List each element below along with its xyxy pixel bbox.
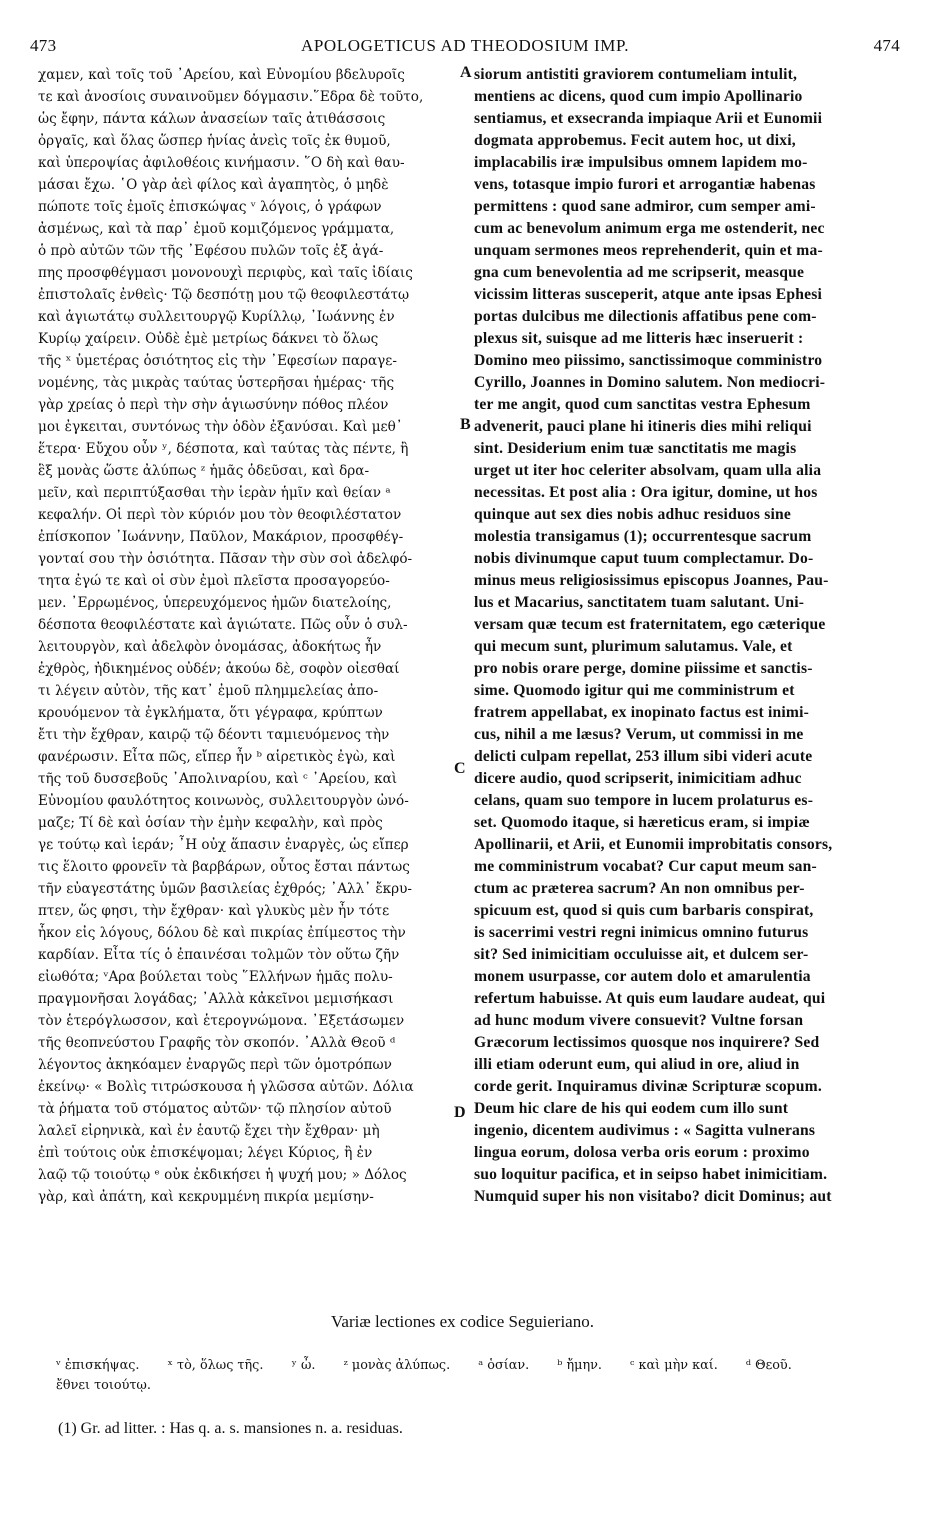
- margin-letter-a: A: [460, 64, 472, 81]
- greek-text-line: πώποτε τοῖς ἐμοῖς ἐπισκώψας ᵛ λόγοις, ὁ γράφων: [38, 199, 382, 215]
- greek-text-line: γε τούτῳ καὶ ἱεράν; ῏Η οὐχ ἅπασιν ἐναργὲς, ὡς εἴπερ: [38, 837, 409, 853]
- greek-text-line: ἧκον εἰς λόγους, δόλου δὲ καὶ πικρίας ἐπίμεστος τὴν: [38, 925, 406, 941]
- latin-text-line: lus et Macarius, sanctitatem tuam salutant. Uni-: [474, 594, 805, 611]
- greek-text-line: γὰρ χρείας ὁ περὶ τὴν σὴν ἁγιωσύνην πόθος πλέον: [38, 397, 389, 413]
- latin-text-line: qui mecum sunt, plurimum salutamus. Vale, et: [474, 638, 793, 655]
- latin-text-line: Domino meo piissimo, sanctissimoque comministro: [474, 352, 823, 369]
- footnote: (1) Gr. ad litter. : Has q. a. s. mansiones n. a. residuas.: [58, 1420, 403, 1437]
- latin-text-line: vens, totasque impio furori et arrogantiæ habenas: [474, 176, 816, 193]
- margin-letter-c: C: [454, 760, 466, 777]
- latin-text-line: vicissim litteras susceperit, atque ante ipsas Ephesi: [474, 286, 823, 303]
- latin-text-line: molestia transigamus (1); occurrentesque sacrum: [474, 528, 812, 545]
- latin-text-line: cus, nihil a me læsus? Verum, ut commissi in me: [474, 726, 804, 743]
- greek-text-line: γὰρ, καὶ ἀπάτη, καὶ κεκρυμμένη πικρία μεμίσην-: [38, 1189, 374, 1205]
- latin-text-line: sentiamus, et exsecranda impiaque Arii et Eunomii: [474, 110, 823, 127]
- variant-note: ˣ τὸ, ὅλως τῆς.: [167, 1358, 264, 1373]
- latin-text-line: ter me angit, quod cum sanctitas vestra Ephesum: [474, 396, 811, 413]
- latin-text-line: celans, quam suo tempore in lucem prolaturus es-: [474, 792, 814, 809]
- latin-text-line: me comministrum vocabat? Cur caput meum san-: [474, 858, 817, 875]
- greek-text-line: τῆς ˣ ὑμετέρας ὁσιότητος εἰς τὴν ᾿Εφεσίων παραγε-: [38, 353, 397, 369]
- variant-row: [56, 1356, 886, 1376]
- variant-note: ʸ ὦ.: [291, 1358, 316, 1373]
- greek-text-line: πης προσφθέγμασι μονονουχὶ περιφὺς, καὶ ταῖς ἰδίαις: [38, 265, 413, 281]
- latin-text-line: monem usurpasse, cor autem dolo et amarulentia: [474, 968, 811, 985]
- margin-letter-d: D: [454, 1104, 466, 1121]
- greek-text-line: πραγμονῆσαι λογάδας; ᾿Αλλὰ κἀκεῖνοι μεμισήκασι: [38, 991, 394, 1007]
- margin-letter-b: B: [460, 416, 471, 433]
- greek-text-line: ἐπίσκοπον ᾿Ιωάννην, Παῦλον, Μακάριον, προσφθέγ-: [38, 529, 404, 545]
- greek-text-line: ἓξ μονὰς ὥστε ἀλύπως ᶻ ἡμᾶς ὁδεῦσαι, καὶ δρα-: [38, 463, 370, 479]
- latin-text-line: sime. Quomodo igitur qui me comministrum et: [474, 682, 795, 699]
- variant-note: ᶜ καὶ μὴν καί.: [630, 1358, 718, 1373]
- greek-text-line: τὰ ῥήματα τοῦ στόματος αὐτῶν· τῷ πλησίον αὐτοῦ: [38, 1101, 392, 1117]
- greek-text-line: τῆν εὐαγεστάτης ὑμῶν βασιλείας ἐχθρός; ᾿Αλλ᾿ ἔκρυ-: [38, 881, 413, 897]
- latin-text-line: ctum ac præterea sacrum? An non omnibus per-: [474, 880, 805, 897]
- latin-text-line: gna cum benevolentia ad me scripserit, measque: [474, 264, 805, 281]
- greek-text-line: ὡς ἔφην, πάντα κάλων ἀνασείων ταῖς ἀτιθάσσοις: [38, 111, 386, 127]
- latin-text-line: cum ac benevolum animum erga me ostenderit, nec: [474, 220, 825, 237]
- latin-text-line: set. Quomodo itaque, si hæreticus eram, si impiæ: [474, 814, 810, 831]
- latin-text-line: fratrem appellabat, ex inopinato factus est inimi-: [474, 704, 809, 721]
- greek-text-line: λαλεῖ εἰρηνικὰ, καὶ ἐν ἑαυτῷ ἔχει τὴν ἔχθραν· μὴ: [38, 1123, 380, 1139]
- greek-text-line: τις ἕλοιτο φρονεῖν τὰ βαρβάρων, οὗτος ἔσται πάντως: [38, 859, 410, 875]
- greek-text-line: τῆς θεοπνεύστου Γραφῆς τὸν σκοπόν. ᾿Αλλὰ Θεοῦ ᵈ: [38, 1035, 396, 1051]
- greek-text-line: τῆς τοῦ δυσσεβοῦς ᾿Απολιναρίου, καὶ ᶜ ᾿Αρείου, καὶ: [38, 771, 398, 787]
- latin-text-line: illi etiam oderunt eum, qui aliud in ore, aliud in: [474, 1056, 800, 1073]
- latin-text-line: quinque aut sex dies nobis adhuc residuos sine: [474, 506, 791, 523]
- greek-text-line: ὀργαῖς, καὶ ὅλας ὥσπερ ἡνίας ἀνεὶς τοῖς ἐκ θυμοῦ,: [38, 133, 391, 149]
- greek-text-line: χαμεν, καὶ τοῖς τοῦ ᾿Αρείου, καὶ Εὐνομίου βδελυροῖς: [38, 67, 405, 83]
- greek-text-line: νομένης, τὰς μικρὰς ταύτας ὑστερῆσαι ἡμέρας· τῆς: [38, 375, 395, 391]
- latin-text-line: implacabilis iræ impulsibus omnem lapidem mo-: [474, 154, 808, 171]
- greek-text-line: μάσαι ἔχω. ῾Ο γὰρ ἀεὶ φίλος καὶ ἀγαπητὸς, ὁ μηδὲ: [38, 177, 389, 193]
- greek-text-line: ἀσμένως, καὶ τὰ παρ᾿ ἐμοῦ κομιζόμενος γράμματα,: [38, 221, 395, 237]
- greek-text-line: μοι ἐγκειται, συντόνως τὴν ὁδὸν ἐξανύσαι. Καὶ μεθ᾿: [38, 419, 403, 435]
- latin-text-line: permittens : quod sane admiror, cum semper ami-: [474, 198, 816, 215]
- latin-text-line: suo loquitur pacifica, et in seipso habet inimicitiam.: [474, 1166, 828, 1183]
- variant-note: ᶻ μονὰς ἀλύπως.: [343, 1358, 451, 1373]
- latin-text-line: corde gerit. Inquiramus divinæ Scripturæ scopum.: [474, 1078, 822, 1095]
- latin-text-line: sint. Desiderium enim tuæ sanctitatis me magis: [474, 440, 797, 457]
- latin-text-line: refertum habuisse. At quis eum laudare audeat, qui: [474, 990, 826, 1007]
- greek-text-line: γονταί σου τὴν ὁσιότητα. Πᾶσαν τὴν σὺν σοὶ ἀδελφό-: [38, 551, 413, 567]
- latin-text-line: lingua eorum, dolosa verba oris eorum : proximo: [474, 1144, 810, 1161]
- latin-text-line: ad hunc modum vivere consuevit? Vultne forsan: [474, 1012, 804, 1029]
- greek-text-line: τὸν ἑτερόγλωσσον, καὶ ἑτερογνώμονα. ᾿Εξετάσωμεν: [38, 1013, 405, 1029]
- latin-text-line: minus meus religiosissimus episcopus Joannes, Pau-: [474, 572, 829, 589]
- greek-text-line: τι λέγειν αὐτὸν, τῆς κατ᾿ ἐμοῦ πλημμελείας ἀπο-: [38, 683, 379, 699]
- latin-text-line: Græcorum lectissimos quosque nos inquirere? Sed: [474, 1034, 820, 1051]
- page-number-right: 474: [873, 36, 900, 55]
- greek-text-line: Κυρίῳ χαίρειν. Οὐδὲ ἐμὲ μετρίως δάκνει τὸ ὅλως: [38, 331, 379, 347]
- greek-text-line: λέγοντος ἀκηκόαμεν ἐναργῶς περὶ τῶν ὁμοτρόπων: [38, 1057, 392, 1073]
- running-header: [30, 36, 900, 58]
- latin-text-line: dogmata approbemus. Fecit autem hoc, ut dixi,: [474, 132, 796, 149]
- latin-text-line: Numquid super his non visitabo? dicit Dominus; aut: [474, 1188, 832, 1205]
- greek-text-line: εἰωθότα; ᵛΑρα βούλεται τοὺς ῞Ελλήνων ἡμᾶς πολυ-: [38, 969, 393, 985]
- latin-text-line: Apollinarii, et Arii, et Eunomii improbitatis consors,: [474, 836, 833, 853]
- latin-text-line: Cyrillo, Joannes in Domino salutem. Non mediocri-: [474, 374, 826, 391]
- latin-text-line: ingenio, dicentem audivimus : « Sagitta vulnerans: [474, 1122, 816, 1139]
- greek-text-line: μεῖν, καὶ περιπτύξασθαι τὴν ἱερὰν ἡμῖν καὶ θείαν ᵃ: [38, 485, 391, 501]
- variant-note: ᵈ Θεοῦ.: [745, 1358, 792, 1373]
- latin-text-line: sit? Sed inimicitiam occuluisse ait, et dulcem ser-: [474, 946, 809, 963]
- greek-text-line: ὁ πρὸ αὐτῶν τῶν τῆς ᾿Εφέσου πυλῶν τοῖς ἐξ ἀγά-: [38, 243, 384, 259]
- latin-text-line: advenerit, pauci plane hi itineris dies mihi reliqui: [474, 418, 812, 435]
- variant-note: ἔθνει τοιούτῳ.: [56, 1378, 151, 1393]
- greek-text-line: ἐπιστολαῖς ἐνθεὶς· Τῷ δεσπότῃ μου τῷ θεοφιλεστάτῳ: [38, 287, 410, 303]
- page-title: APOLOGETICUS AD THEODOSIUM IMP.: [300, 36, 630, 55]
- greek-text-line: πτεν, ὥς φησι, τὴν ἔχθραν· καὶ γλυκὺς μὲν ἦν τότε: [38, 903, 390, 919]
- latin-text-line: siorum antistiti graviorem contumeliam intulit,: [474, 66, 798, 83]
- greek-text-line: δέσποτα θεοφιλέστατε καὶ ἁγιώτατε. Πῶς οὖν ὁ συλ-: [38, 617, 408, 633]
- greek-text-line: ἐπὶ τούτοις οὐκ ἐπισκέψομαι; λέγει Κύριος, ἢ ἐν: [38, 1145, 373, 1161]
- latin-text-line: urget ut iter hoc celeriter absolvam, quam ulla alia: [474, 462, 822, 479]
- variant-row: [56, 1376, 886, 1396]
- latin-text-line: unquam sermones meos reprehenderit, quin et ma-: [474, 242, 823, 259]
- greek-text-line: λειτουργὸν, καὶ ἀδελφὸν ὀνομάσας, ἀδοκήτως ἦν: [38, 639, 382, 655]
- greek-text-line: καρδίαν. Εἶτα τίς ὁ ἐπαινέσαι τολμῶν τὸν οὕτω ζῆν: [38, 947, 400, 963]
- variant-note: ᵃ ὁσίαν.: [478, 1358, 530, 1373]
- variant-note: ᵇ ἤμην.: [557, 1358, 602, 1373]
- greek-text-line: ἕτερα· Εὔχου οὖν ʸ, δέσποτα, καὶ ταύτας τὰς πέντε, ἢ: [38, 441, 409, 457]
- greek-text-line: κεφαλήν. Οἱ περὶ τὸν κύριόν μου τὸν θεοφιλέστατον: [38, 507, 402, 523]
- latin-text-line: delicti culpam repellat, 253 illum sibi videri acute: [474, 748, 813, 765]
- latin-text-line: is sacerrimi vestri regni inimicus omnino futurus: [474, 924, 809, 941]
- greek-text-line: μεν. ᾿Ερρωμένος, ὑπερευχόμενος ἡμῶν διατελοίης,: [38, 595, 392, 611]
- latin-text-line: portas dulcibus me dilectionis affatibus pene com-: [474, 308, 817, 325]
- greek-text-line: φανέρωσιν. Εἶτα πῶς, εἴπερ ἦν ᵇ αἱρετικὸς ἐγὼ, καὶ: [38, 749, 396, 765]
- greek-text-line: καὶ ὑπεροψίας ἀφιλοθέοις κινήμασιν. ῞Ο δὴ καὶ θαυ-: [38, 155, 405, 171]
- greek-text-line: Εὐνομίου φαυλότητος κοινωνὸς, συλλειτουργὸν ὠνό-: [38, 793, 409, 809]
- latin-text-line: plexus sit, suisque ad me litteris hæc inseruerit :: [474, 330, 804, 347]
- latin-text-line: necessitas. Et post alia : Ora igitur, domine, ut hos: [474, 484, 818, 501]
- variant-notes: [56, 1356, 886, 1396]
- greek-text-line: καὶ ἁγιωτάτῳ συλλειτουργῷ Κυρίλλῳ, ᾿Ιωάννης ἐν: [38, 309, 395, 325]
- greek-text-line: ἐκείνῳ· « Βολὶς τιτρώσκουσα ἡ γλῶσσα αὐτῶν. Δόλια: [38, 1079, 414, 1095]
- greek-text-line: ἔτι τὴν ἔχθραν, καιρῷ τῷ δέοντι ταμιευόμενος τὴν: [38, 727, 390, 743]
- greek-text-line: λαῷ τῷ τοιούτῳ ᵉ οὐκ ἐκδικήσει ἡ ψυχή μου; » Δόλος: [38, 1167, 407, 1183]
- latin-text-line: Deum hic clare de his qui eodem cum illo sunt: [474, 1100, 789, 1117]
- latin-text-line: nobis divinumque caput tuum complectamur. Do-: [474, 550, 814, 567]
- latin-text-line: dicere audio, quod scripserit, inimicitiam adhuc: [474, 770, 802, 787]
- page-number-left: 473: [30, 36, 57, 55]
- variant-note: ᵛ ἐπισκήψας.: [56, 1358, 140, 1373]
- greek-text-line: μαζε; Τί δὲ καὶ ὁσίαν τὴν ἐμὴν κεφαλὴν, καὶ πρὸς: [38, 815, 383, 831]
- greek-text-line: κρουόμενον τὰ ἐγκλήματα, ὅτι γέγραφα, κρύπτων: [38, 705, 383, 721]
- variae-lectiones-heading: Variæ lectiones ex codice Seguieriano.: [331, 1312, 594, 1331]
- latin-text-line: mentiens ac dicens, quod cum impio Apollinario: [474, 88, 803, 105]
- greek-text-line: τε καὶ ἀνοσίοις συναινοῦμεν δόγμασιν.῞Εδρα δὲ τοῦτο,: [38, 89, 424, 105]
- latin-text-line: versam quæ tecum est fraternitatem, ego cæterique: [474, 616, 826, 633]
- latin-text-line: pro nobis orare perge, domine piissime et sanctis-: [474, 660, 813, 677]
- latin-text-line: spicuum est, quod si quis cum barbaris conspirat,: [474, 902, 814, 919]
- greek-text-line: ἐχθρὸς, ἠδικημένος οὐδέν; ἀκούω δὲ, σοφὸν οἰεσθαί: [38, 661, 400, 677]
- greek-text-line: τητα ἐγώ τε καὶ οἱ σὺν ἐμοὶ πλεῖστα προσαγορεύο-: [38, 573, 390, 589]
